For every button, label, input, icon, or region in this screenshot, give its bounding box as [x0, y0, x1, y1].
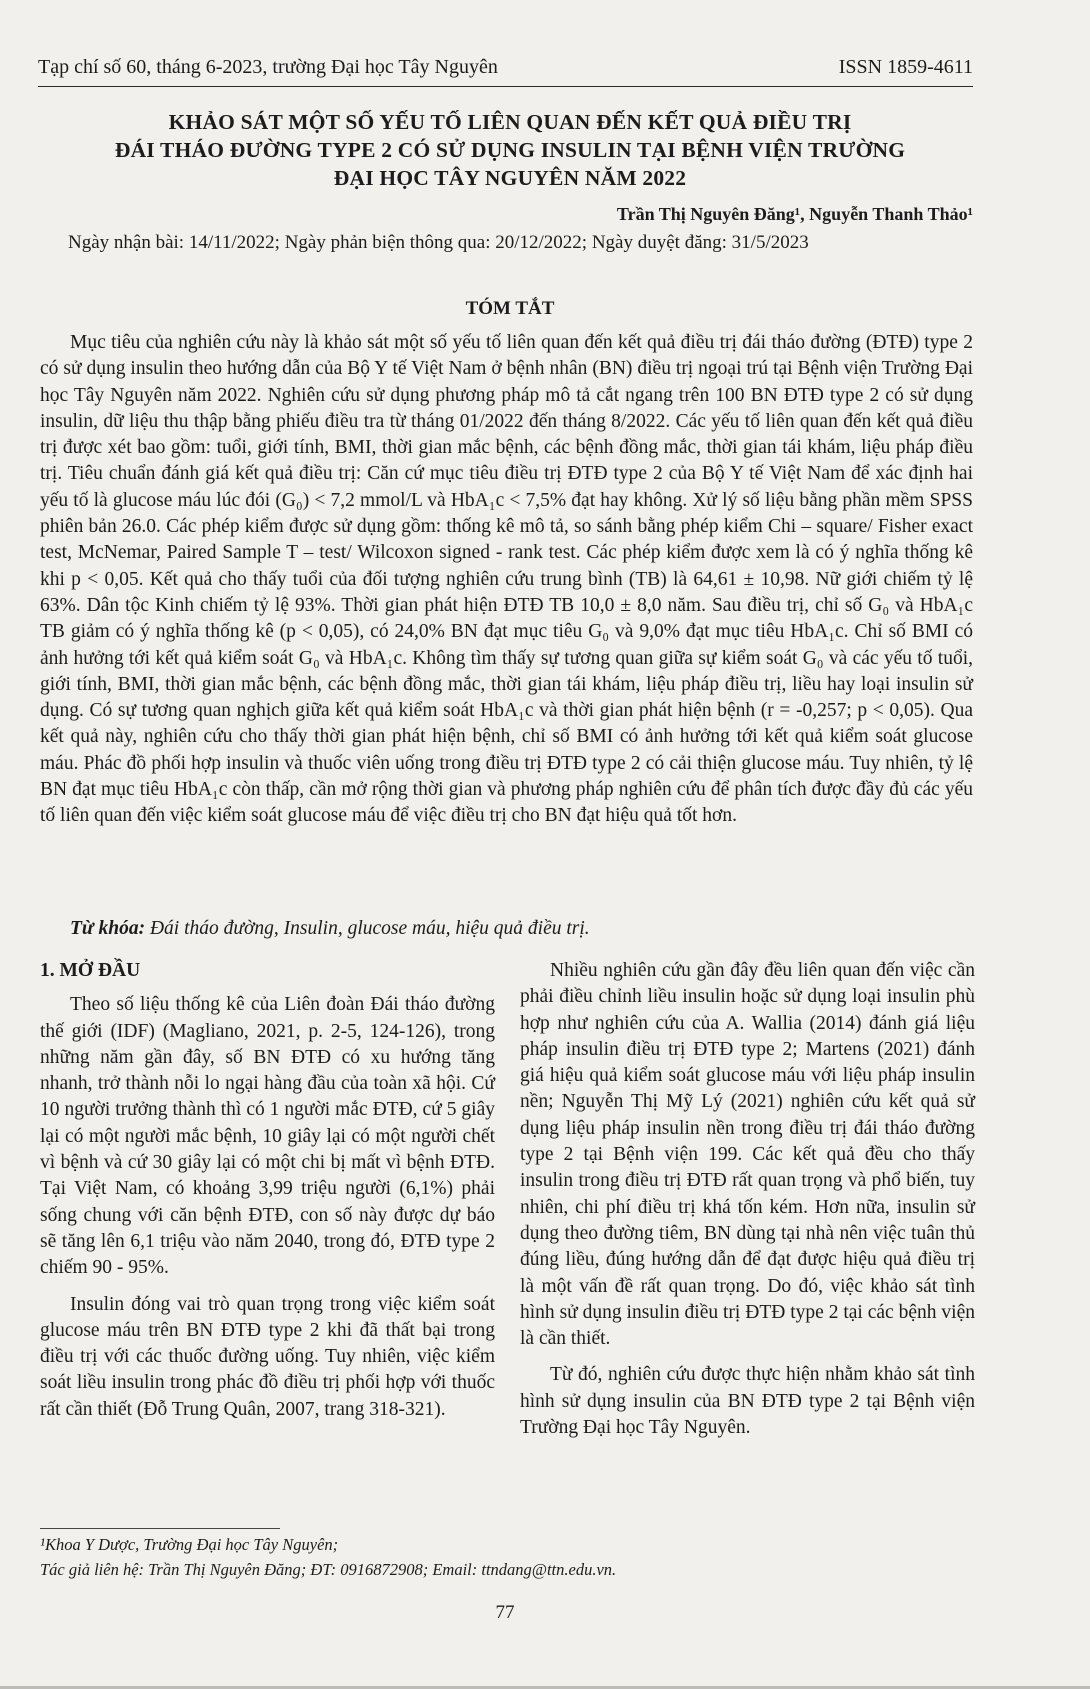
- title-line-2: ĐÁI THÁO ĐƯỜNG TYPE 2 CÓ SỬ DỤNG INSULIN TẠI BỆNH VIỆN TRƯỜNG: [114, 138, 906, 162]
- issn: ISSN 1859-4611: [838, 56, 973, 78]
- abstract-heading: TÓM TẮT: [465, 298, 555, 319]
- left-column: [40, 958, 495, 1433]
- keywords-text: Đái tháo đường, Insulin, glucose máu, hiệu quả điều trị.: [149, 918, 590, 939]
- running-header: [38, 56, 973, 87]
- abstract-text: Mục tiêu của nghiên cứu này là khảo sát một số yếu tố liên quan đến kết quả điều trị đái tháo đường (ĐTĐ) type 2 có sử dụng insulin theo hướng dẫn của Bộ Y tế Việt Nam ở bệnh nhân (BN) điều trị ngoại trú tại Bệnh viện Trường Đại học Tây Nguyên năm 2022. Nghiên cứu sử dụng phương pháp mô tả cắt ngang trên 100 BN ĐTĐ type 2 có sử dụng insulin, dữ liệu thu thập bằng phiếu điều tra từ tháng 01/2022 đến tháng 8/2022. Các yếu tố liên quan đến kết quả điều trị được xét bao gồm: tuổi, giới tính, BMI, thời gian mắc bệnh, các bệnh đồng mắc, thời gian tái khám, liệu pháp điều trị. Tiêu chuẩn đánh giá kết quả điều trị: Căn cứ mục tiêu điều trị ĐTĐ type 2 của Bộ Y tế Việt Nam để xác định hai yếu tố là glucose máu lúc đói (G₀) < 7,2 mmol/L và HbA₁c < 7,5% đạt hay không. Xử lý số liệu bằng phần mềm SPSS phiên bản 26.0. Các phép kiểm được sử dụng gồm: thống kê mô tả, so sánh bằng phép kiểm Chi – square/ Fisher exact test, McNemar, Paired Sample T – test/ Wilcoxon signed - rank test. Các phép kiểm được xem là có ý nghĩa thống kê khi p < 0,05. Kết quả cho thấy tuổi của đối tượng nghiên cứu trung bình (TB) là 64,61 ± 10,98. Nữ giới chiếm tỷ lệ 63%. Dân tộc Kinh chiếm tỷ lệ 93%. Thời gian phát hiện ĐTĐ TB 10,0 ± 8,0 năm. Sau điều trị, chỉ số G₀ và HbA₁c TB giảm có ý nghĩa thống kê (p < 0,05), có 24,0% BN đạt mục tiêu G₀ và 9,0% đạt mục tiêu HbA₁c. Chỉ số BMI có ảnh hưởng tới kết quả kiểm soát G₀ và HbA₁c. Không tìm thấy sự tương quan giữa sự kiểm soát G₀ và các yếu tố tuổi, giới tính, BMI, thời gian mắc bệnh, các bệnh đồng mắc, thời gian tái khám, liệu pháp điều trị, liều hay loại insulin sử dụng. Có sự tương quan nghịch giữa kết quả kiểm soát HbA₁c và thời gian phát hiện bệnh (r = -0,257; p < 0,05). Qua kết quả này, nghiên cứu cho thấy thời gian phát hiện bệnh, chỉ số BMI có ảnh hưởng tới kết quả kiểm soát glucose máu. Phác đồ phối hợp insulin và thuốc viên uống trong điều trị ĐTĐ type 2 có cải thiện glucose máu. Tuy nhiên, tỷ lệ BN đạt mục tiêu HbA₁c còn thấp, cần mở rộng thời gian và phương pháp nghiên cứu để phân tích được đầy đủ các yếu tố liên quan đến việc kiểm soát glucose máu để việc điều trị cho BN đạt hiệu quả tốt hơn.: [40, 332, 973, 827]
- keywords: [40, 918, 973, 940]
- section-heading-intro: 1. MỞ ĐẦU: [40, 960, 141, 981]
- intro-paragraph-2: Insulin đóng vai trò quan trọng trong việc kiểm soát glucose máu trên BN ĐTĐ type 2 khi đã thất bại trong điều trị với các thuốc đường uống. Tuy nhiên, việc kiểm soát liều insulin trong phác đồ điều trị phối hợp với thuốc rất cần thiết (Đỗ Trung Quân, 2007, trang 318-321).: [40, 1293, 495, 1420]
- authors: Trần Thị Nguyên Đăng¹, Nguyễn Thanh Thảo¹: [616, 204, 973, 224]
- footnote-affiliation: ¹Khoa Y Dược, Trường Đại học Tây Nguyên;: [40, 1535, 339, 1554]
- intro-paragraph-3: Nhiều nghiên cứu gần đây đều liên quan đến việc cần phải điều chỉnh liều insulin hoặc sử dụng loại insulin phù hợp như nghiên cứu của A. Wallia (2014) đánh giá liệu pháp insulin điều trị ĐTĐ type 2; Martens (2021) đánh giá hiệu quả kiểm soát glucose máu với liệu pháp insulin nền; Nguyễn Thị Mỹ Lý (2021) nghiên cứu kết quả sử dụng liệu pháp insulin nền trong điều trị đái tháo đường type 2 tại Bệnh viện 199. Các kết quả đều cho thấy insulin trong điều trị ĐTĐ rất quan trọng và phổ biến, tuy nhiên, chi phí điều trị khá tốn kém. Hơn nữa, insulin sử dụng theo đường tiêm, BN dùng tại nhà nên việc tuân thủ đúng liều, đúng hướng dẫn để đạt được hiệu quả điều trị là một vấn đề rất quan trọng. Do đó, việc khảo sát tình hình sử dụng insulin điều trị ĐTĐ type 2 tại các bệnh viện là cần thiết.: [520, 960, 975, 1350]
- right-column: [520, 958, 975, 1451]
- journal-info: Tạp chí số 60, tháng 6-2023, trường Đại học Tây Nguyên: [38, 56, 498, 78]
- intro-paragraph-1: Theo số liệu thống kê của Liên đoàn Đái tháo đường thế giới (IDF) (Magliano, 2021, p. 2-5, 124-126), trong những năm gần đây, số BN ĐTĐ có xu hướng tăng nhanh, trở thành nỗi lo ngại hàng đầu của toàn xã hội. Cứ 10 người trưởng thành thì có 1 người mắc ĐTĐ, cứ 5 giây lại có một người mắc bệnh, 10 giây lại có một người chết vì bệnh và cứ 30 giây lại có một chi bị mất vì bệnh ĐTĐ. Tại Việt Nam, có khoảng 3,99 triệu người (6,1%) phải sống chung với căn bệnh ĐTĐ, con số này được dự báo sẽ tăng lên 6,1 triệu vào năm 2040, trong đó, ĐTĐ type 2 chiếm 90 - 95%.: [40, 994, 495, 1279]
- keywords-label: Từ khóa:: [70, 918, 146, 939]
- intro-paragraph-4: Từ đó, nghiên cứu được thực hiện nhằm khảo sát tình hình sử dụng insulin của BN ĐTĐ type 2 tại Bệnh viện Trường Đại học Tây Nguyên.: [520, 1364, 975, 1439]
- title-line-3: ĐẠI HỌC TÂY NGUYÊN NĂM 2022: [333, 166, 687, 190]
- footnotes: [40, 1532, 970, 1582]
- footnote-divider: [40, 1528, 280, 1529]
- page-number: 77: [495, 1602, 515, 1623]
- footnote-contact: Tác giả liên hệ: Trần Thị Nguyên Đăng; ĐT: 0916872908; Email: ttndang@ttn.edu.vn.: [40, 1560, 617, 1579]
- submission-dates: Ngày nhận bài: 14/11/2022; Ngày phản biện thông qua: 20/12/2022; Ngày duyệt đăng: 31/5/2023: [68, 232, 809, 253]
- abstract: [40, 330, 973, 830]
- title-line-1: KHẢO SÁT MỘT SỐ YẾU TỐ LIÊN QUAN ĐẾN KẾT QUẢ ĐIỀU TRỊ: [168, 110, 852, 134]
- article-title: [70, 108, 950, 192]
